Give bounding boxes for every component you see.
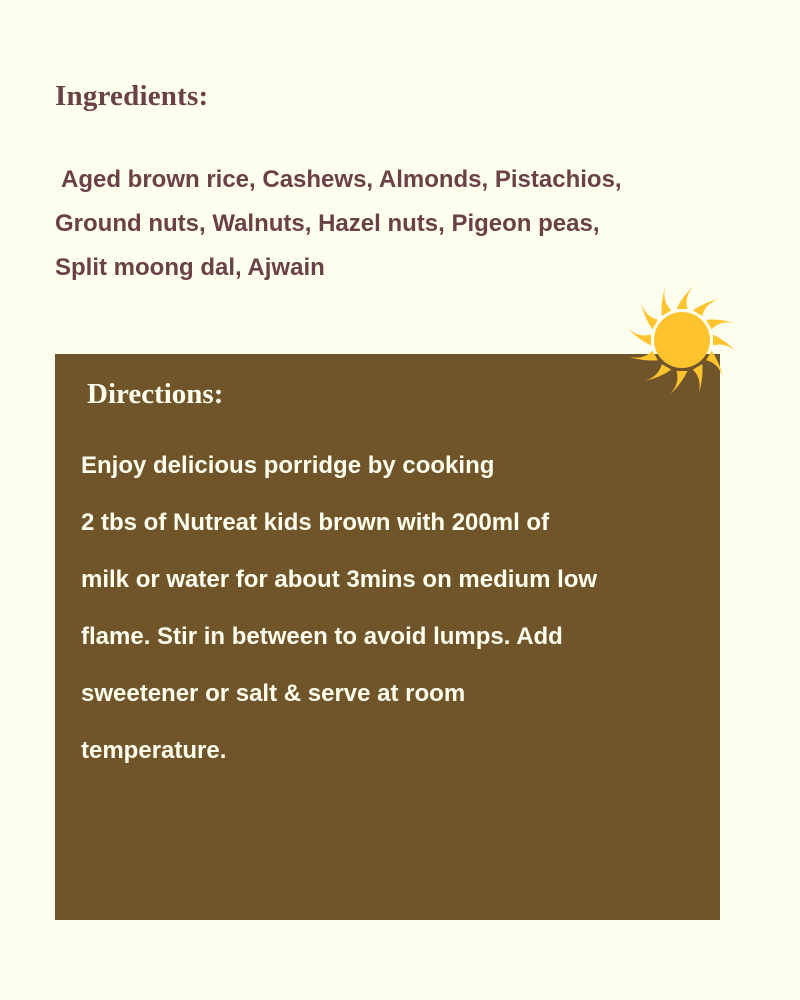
directions-line: milk or water for about 3mins on medium low bbox=[81, 566, 598, 593]
directions-panel bbox=[55, 354, 720, 920]
directions-heading: Directions: bbox=[87, 378, 224, 410]
sun-ray bbox=[677, 285, 695, 309]
ingredients-heading: Ingredients: bbox=[55, 80, 209, 112]
ingredients-list bbox=[55, 158, 695, 290]
sun-ray bbox=[713, 335, 737, 353]
directions-line: 2 tbs of Nutreat kids brown with 200ml of bbox=[81, 509, 550, 536]
directions-line: flame. Stir in between to avoid lumps. Add bbox=[81, 623, 563, 650]
ingredients-line: Ground nuts, Walnuts, Hazel nuts, Pigeon peas, bbox=[55, 210, 600, 237]
sun-disc bbox=[654, 312, 710, 368]
ingredients-line: Split moong dal, Ajwain bbox=[55, 254, 325, 281]
sun-ray bbox=[706, 319, 735, 329]
sun-ray bbox=[661, 287, 671, 316]
sun-ray bbox=[627, 328, 651, 346]
sun-ray bbox=[641, 302, 658, 329]
sun-ray bbox=[629, 351, 658, 361]
sun-icon bbox=[622, 282, 742, 402]
directions-line: Enjoy delicious porridge by cooking bbox=[81, 452, 495, 479]
sun-ray bbox=[670, 371, 688, 395]
sun-ray bbox=[706, 351, 723, 378]
sun-ray bbox=[693, 299, 720, 316]
directions-text bbox=[81, 437, 701, 779]
sun-ray bbox=[644, 364, 671, 381]
ingredients-line: Aged brown rice, Cashews, Almonds, Pistachios, bbox=[61, 166, 622, 193]
directions-line: sweetener or salt & serve at room bbox=[81, 680, 466, 707]
sun-ray bbox=[693, 364, 703, 393]
directions-line: temperature. bbox=[81, 737, 227, 764]
